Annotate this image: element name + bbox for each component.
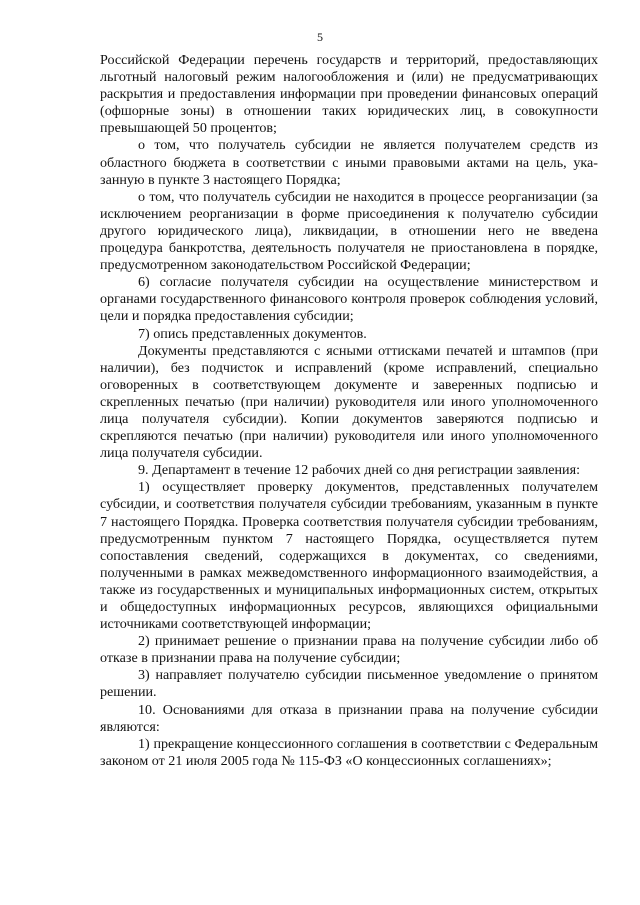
paragraph-section-10-item-1: 1) прекращение концессионного соглашения в соответствии с Федеральным законом от 21 июля 2005 года № 115-ФЗ «О концессионных соглашениях»; bbox=[100, 735, 598, 769]
paragraph-section-9-item-3: 3) направляет получателю субсидии письменное уведомление о принятом решении. bbox=[100, 667, 598, 701]
paragraph-section-9: 9. Департамент в течение 12 рабочих дней со дня регистрации заявления: bbox=[138, 462, 580, 479]
paragraph-not-budget-recipient: о том, что получатель субсидии не является получателем средств из областного бюджета в соответствии с иными правовыми актами на цель, указанную в пункте 3 настоящего Порядка; bbox=[100, 137, 598, 188]
paragraph-section-10: 10. Основаниями для отказа в признании права на получение субсидии являются: bbox=[100, 701, 598, 735]
paragraph-item-6-consent: 6) согласие получателя субсидии на осуществление министерством и органами государственного финансового контроля проверок соблюдения условий, цели и порядка предоставления субсидии; bbox=[100, 274, 598, 325]
page-number: 5 bbox=[317, 30, 323, 44]
paragraph-section-9-item-1: 1) осуществляет проверку документов, представленных получателем субсидии, и соответствия получателя субсидии требованиям, указанным в пункте 7 настоящего Порядка. Проверка соответствия получателя субсидии требованиям, предусмотренным пунктом 7 настоящего Порядка, осуществляется путем сопоставления сведений, содержащихся в документах, со сведениями, полученными в рамках межведомственного информационного взаимодействия, а также из государственных и муниципальных информационных систем, открытых и общедоступных информационных ресурсов, являющихся официальными источниками соответствующей информации; bbox=[100, 479, 598, 633]
paragraph-offshore-continuation: Российской Федерации перечень государств и территорий, предоставляющих льготный налоговый режим налогообложения и (или) не предусматривающих раскрытия и предоставления информации при проведении финансовых операций (офшорные зоны) в отношении таких юридических лиц, в совокупности превышающей 50 процентов; bbox=[100, 52, 598, 137]
document-body bbox=[100, 52, 598, 770]
paragraph-not-reorganizing: о том, что получатель субсидии не находится в процессе реорганизации (за исключением реорганизации в форме присоединения к получателю субсидии другого юридического лица), ликвидации, в отношении него не введена процедура банкротства, деятельность получателя не приостановлена в порядке, предусмотренном законодательством Российской Федерации; bbox=[100, 188, 598, 274]
paragraph-item-7-inventory: 7) опись представленных документов. bbox=[138, 325, 367, 342]
paragraph-section-9-item-2: 2) принимает решение о признании права на получение субсидии либо об отказе в признании права на получение субсидии; bbox=[100, 633, 598, 667]
paragraph-documents-requirements: Документы представляются с ясными оттисками печатей и штампов (при наличии), без подчисток и исправлений (кроме исправлений, специально оговоренных в соответствующем документе и заверенных подписью и скрепленных печатью (при наличии) руководителя или иного уполномоченного лица получателя субсидии). Копии документов заверяются подписью и скрепляются печатью (при наличии) руководителя или иного уполномоченного лица получателя субсидии. bbox=[100, 342, 598, 462]
